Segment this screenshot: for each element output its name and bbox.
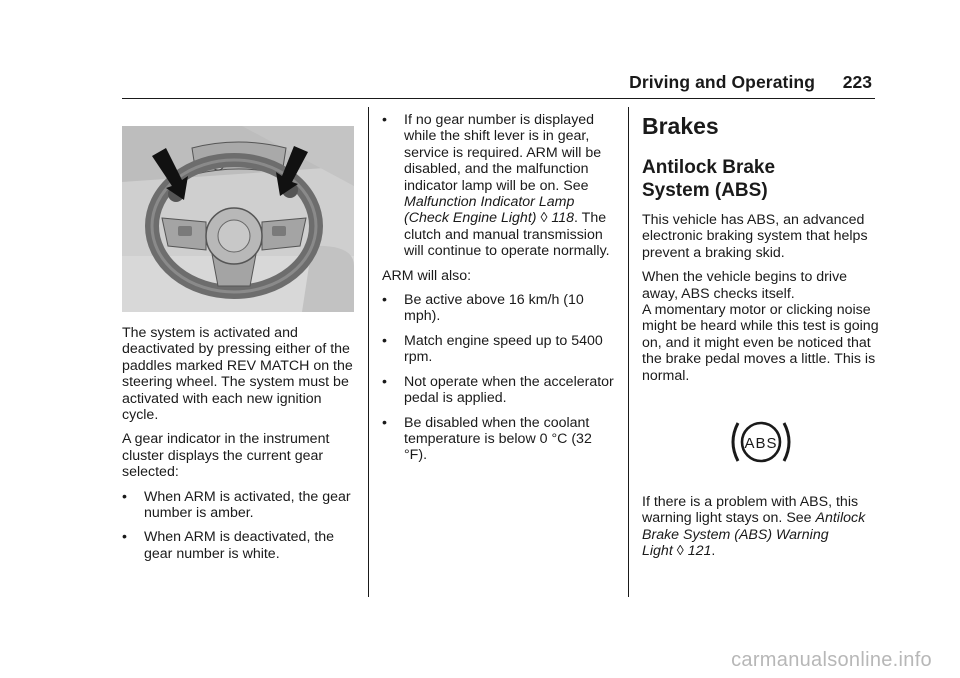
column-divider-2 [628,107,629,597]
list-item [382,374,618,407]
list-item [382,415,618,464]
paragraph: When the vehicle begins to drive away, ABS checks itself. [642,269,848,302]
bullet-icon: • [122,529,127,546]
paragraph: A momentary motor or clicking noise might be heard while this test is going on, and it might even be noticed that the brake pedal moves a little. This is normal. [642,302,879,384]
bullet-icon: • [382,373,387,390]
cross-reference-link[interactable]: Antilock Brake System (ABS) Warning Light [642,510,866,560]
column-1 [122,112,358,570]
abs-warning-symbol [642,418,880,466]
bullet-icon: • [122,488,127,505]
list-item [122,489,358,522]
list-item-text: Be active above 16 km/h (10 mph). [404,292,584,325]
page-ref-icon: ◊ [540,210,548,227]
list-item [122,529,358,562]
watermark: carmanualsonline.info [731,649,932,671]
section-title: Driving and Operating [629,72,815,92]
column-divider-1 [368,107,369,597]
list-item-text: When ARM is deactivated, the gear number is white. [144,529,335,562]
paragraph [642,494,880,560]
subsection-heading-line-1: Antilock Brake [642,157,776,178]
list-item-text: If no gear number is displayed while the shift lever is in gear, service is required. ARM will be disabled, and the malfunction indicator lamp will be on. See [404,112,602,194]
paragraph-text: If there is a problem with ABS, this warning light stays on. See [642,494,859,527]
paragraph: The system is activated and deactivated by pressing either of the paddles marked REV MATCH on the steering wheel. The system must be activated with each new ignition cycle. [122,325,353,424]
paragraph: ARM will also: [382,267,472,284]
header-rule [122,98,875,99]
page-reference[interactable]: 118 [551,210,575,227]
column-3 [642,112,880,568]
steering-wheel-illustration [122,126,354,312]
bullet-icon: • [382,414,387,431]
paragraph: A gear indicator in the instrument cluster displays the current gear selected: [122,431,330,481]
list-item-text: Match engine speed up to 5400 rpm. [404,332,603,366]
subsection-heading [642,156,880,202]
list-item [382,112,618,260]
abs-warning-icon [729,418,793,466]
cross-reference-link[interactable]: Malfunction Indicator Lamp (Check Engine Light) [404,194,575,227]
list-item-text-tail: . The clutch and manual transmission will continue to operate normally. [404,210,610,260]
page-ref-icon: ◊ [676,543,684,560]
page-header [0,62,960,102]
bullet-icon: • [382,332,387,349]
bullet-icon: • [382,112,387,128]
section-heading: Brakes [642,113,719,139]
paragraph-tail: . [711,543,716,560]
list-item [382,292,618,325]
column-2 [382,112,618,472]
abs-icon-label: ABS [744,435,778,453]
page-number: 223 [842,72,872,92]
subsection-heading-line-2: System (ABS) [642,180,768,201]
list-item-text: When ARM is activated, the gear number is amber. [144,488,351,522]
list-item-text: Not operate when the accelerator pedal is applied. [404,373,614,407]
list-item [382,333,618,366]
list-item-text: Be disabled when the coolant temperature is below 0 °C (32 °F). [404,414,592,464]
bullet-icon: • [382,292,387,309]
page-reference[interactable]: 121 [687,543,712,560]
steering-wheel-paddles-figure [122,126,354,312]
paragraph: This vehicle has ABS, an advanced electronic braking system that helps prevent a braking skid. [642,212,868,261]
